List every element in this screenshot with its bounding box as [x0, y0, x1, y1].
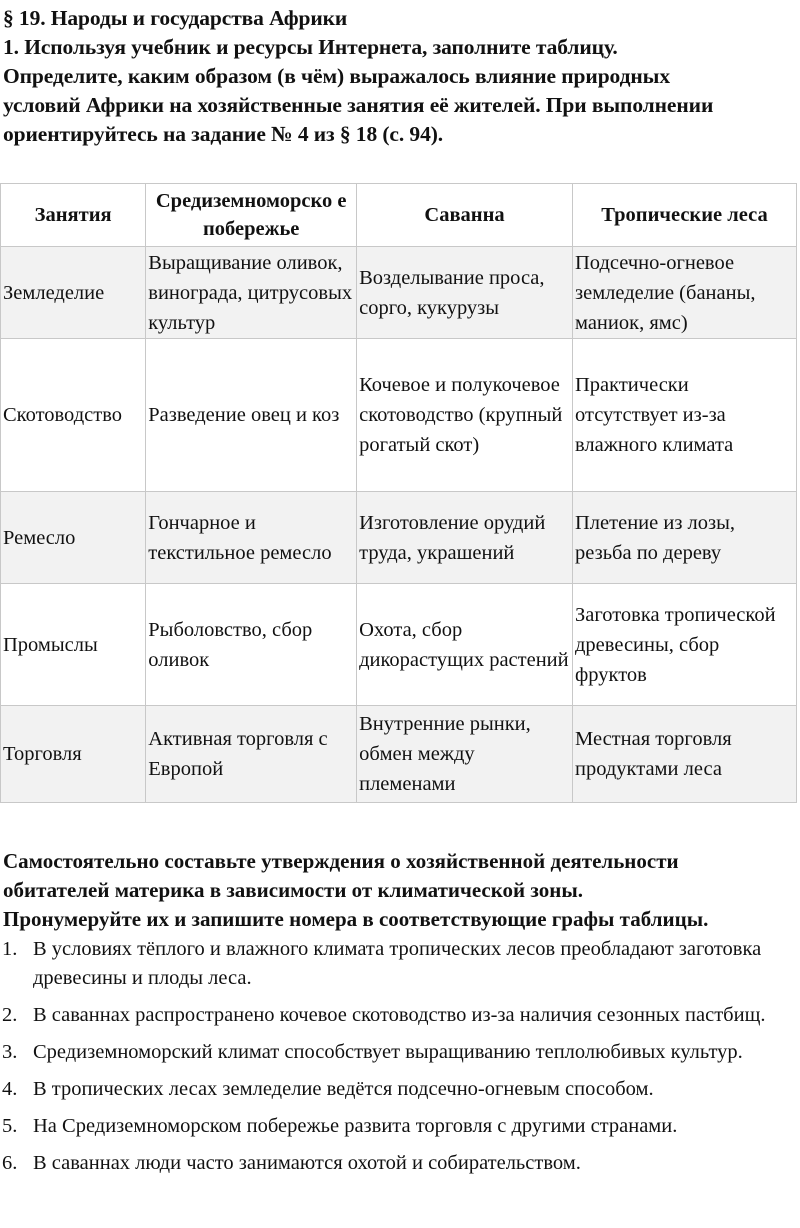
row-label: Торговля [1, 706, 146, 803]
task-line: условий Африки на хозяйственные занятия её жителей. При выполнении [3, 93, 714, 117]
header-tropical-forest: Тропические леса [573, 184, 797, 247]
table-header-row [1, 184, 797, 247]
list-item [0, 1149, 790, 1178]
item-number: 5. [2, 1115, 18, 1137]
table-cell: Возделывание проса, сорго, кукурузы [357, 247, 573, 339]
item-text: В саваннах распространено кочевое скотоводство из-за наличия сезонных пастбищ. [33, 1004, 766, 1026]
header-activity: Занятия [1, 184, 146, 247]
task-line: Определите, каким образом (в чём) выражалось влияние природных [3, 64, 670, 88]
item-text: В тропических лесах земледелие ведётся подсечно-огневым способом. [33, 1078, 654, 1100]
header-savanna: Саванна [357, 184, 573, 247]
item-number: 6. [2, 1152, 18, 1174]
table-cell: Гончарное и текстильное ремесло [146, 492, 357, 584]
list-item [0, 1038, 790, 1067]
row-label: Земледелие [1, 247, 146, 339]
table-cell: Рыболовство, сбор оливок [146, 584, 357, 706]
statements-list [0, 935, 790, 1186]
item-number: 1. [2, 938, 18, 960]
item-text: В саваннах люди часто занимаются охотой и собирательством. [33, 1152, 581, 1174]
item-text: В условиях тёплого и влажного климата тропических лесов преобладают заготовка древесины и плоды леса. [33, 938, 762, 989]
row-label: Промыслы [1, 584, 146, 706]
table-row [1, 706, 797, 803]
table-cell: Местная торговля продуктами леса [573, 706, 797, 803]
item-number: 2. [2, 1004, 18, 1026]
table-cell: Подсечно-огневое земледелие (бананы, маниок, ямс) [573, 247, 797, 339]
table-cell: Кочевое и полукочевое скотоводство (крупный рогатый скот) [357, 339, 573, 492]
table-row [1, 247, 797, 339]
list-item [0, 1001, 790, 1030]
task-line: 1. Используя учебник и ресурсы Интернета, заполните таблицу. [3, 35, 618, 59]
header-mediterranean: Средиземноморско е побережье [146, 184, 357, 247]
table-row [1, 584, 797, 706]
task-line: ориентируйтесь на задание № 4 из § 18 (с. 94). [3, 122, 444, 146]
table-cell: Заготовка тропической древесины, сбор фруктов [573, 584, 797, 706]
item-number: 4. [2, 1078, 18, 1100]
task2-line: обитателей материка в зависимости от климатической зоны. [3, 878, 583, 902]
row-label: Скотоводство [1, 339, 146, 492]
table-cell: Выращивание оливок, винограда, цитрусовых культур [146, 247, 357, 339]
item-number: 3. [2, 1041, 18, 1063]
table-cell: Активная торговля с Европой [146, 706, 357, 803]
activities-table [0, 183, 797, 803]
task2-instructions [3, 847, 793, 934]
list-item [0, 1075, 790, 1104]
item-text: Средиземноморский климат способствует выращиванию теплолюбивых культур. [33, 1041, 743, 1063]
table-cell: Разведение овец и коз [146, 339, 357, 492]
table-cell: Охота, сбор дикорастущих растений [357, 584, 573, 706]
table-cell: Практически отсутствует из-за влажного климата [573, 339, 797, 492]
list-item [0, 1112, 790, 1141]
table-cell: Изготовление орудий труда, украшений [357, 492, 573, 584]
table-cell: Внутренние рынки, обмен между племенами [357, 706, 573, 803]
item-text: На Средиземноморском побережье развита торговля с другими странами. [33, 1115, 678, 1137]
section-title: § 19. Народы и государства Африки [3, 6, 348, 30]
task2-line: Самостоятельно составьте утверждения о хозяйственной деятельности [3, 849, 679, 873]
list-item [0, 935, 790, 993]
table-row [1, 339, 797, 492]
row-label: Ремесло [1, 492, 146, 584]
task-heading [3, 4, 793, 149]
table-cell: Плетение из лозы, резьба по дереву [573, 492, 797, 584]
table-row [1, 492, 797, 584]
task2-line: Пронумеруйте их и запишите номера в соответствующие графы таблицы. [3, 907, 709, 931]
